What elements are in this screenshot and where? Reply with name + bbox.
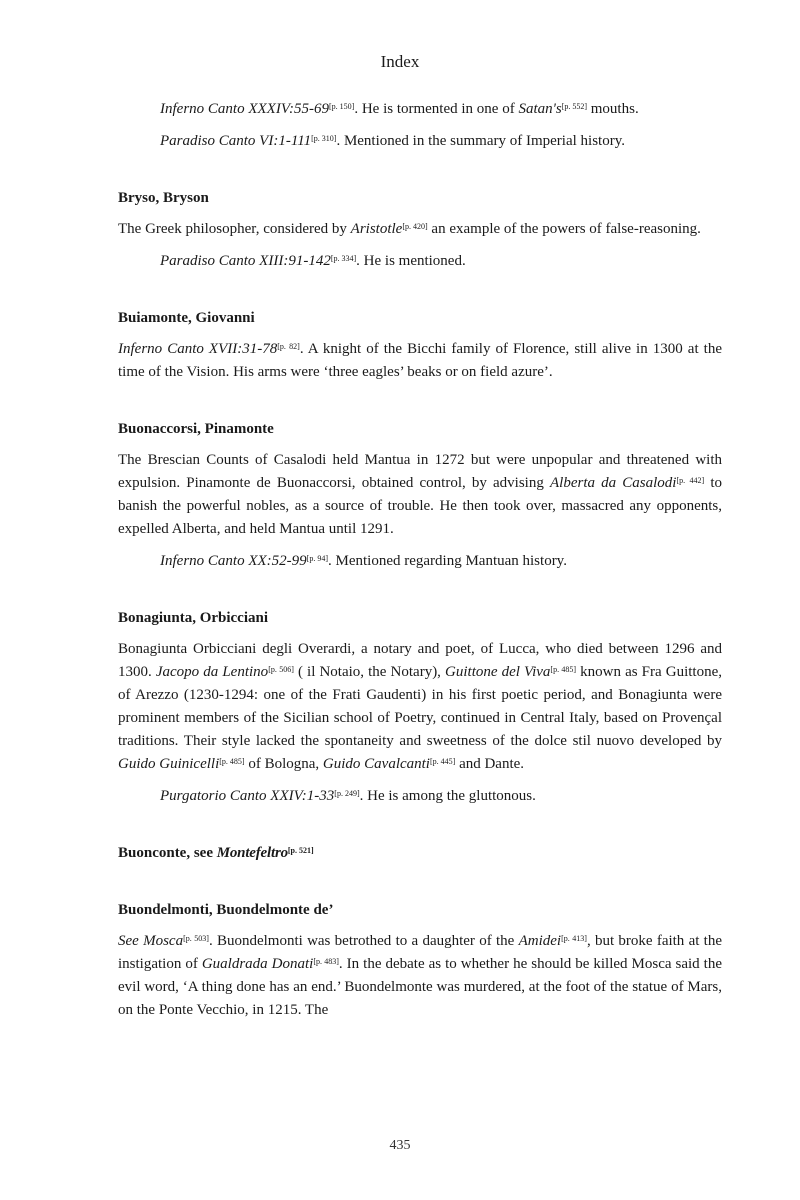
cross-ref-link[interactable]: See Mosca	[118, 933, 184, 949]
index-content	[118, 98, 722, 1031]
canto-link[interactable]: Purgatorio Canto XXIV:1-33	[160, 788, 335, 804]
page-ref[interactable]: [p. 445]	[429, 757, 456, 766]
entry-description: See Mosca[p. 503]. Buondelmonti was betrothed to a daughter of the Amidei[p. 413], but broke faith at the instigation of Gualdrada Donati[p. 483]. In the debate as to whether he should be killed Mosca said the evil word, ‘A thing done has an end.’ Buondelmonte was murdered, at the foot of the statue of Mars, on the Ponte Vecchio, in 1215. The	[118, 933, 723, 1018]
index-entry-buonaccorsi	[118, 418, 722, 573]
cross-ref-link[interactable]: Aristotle	[350, 221, 403, 237]
cross-ref-link[interactable]: Satan's	[518, 101, 562, 117]
page-ref[interactable]: [p. 94]	[306, 554, 328, 563]
entry-heading: Buonconte, see Montefeltro[p. 521]	[118, 845, 314, 861]
entry-heading: Bryso, Bryson	[118, 190, 209, 206]
entry-description: The Greek philosopher, considered by Aristotle[p. 420] an example of the powers of false-reasoning.	[118, 221, 701, 237]
canto-reference: Paradiso Canto XIII:91-142[p. 334]. He is mentioned.	[160, 253, 466, 269]
index-entry-buiamonte	[118, 307, 722, 384]
page-title: Index	[380, 52, 420, 71]
canto-link[interactable]: Paradiso Canto VI:1-111	[160, 133, 312, 149]
continued-entry	[118, 98, 722, 153]
entry-heading: Bonagiunta, Orbicciani	[118, 610, 269, 626]
cross-ref-link[interactable]: Gualdrada Donati	[201, 956, 314, 972]
index-entry-buonconte	[118, 842, 722, 865]
page-ref[interactable]: [p. 413]	[561, 934, 587, 943]
canto-reference: Paradiso Canto VI:1-111[p. 310]. Mentioned in the summary of Imperial history.	[160, 133, 625, 149]
cross-ref-link[interactable]: Jacopo da Lentino	[155, 664, 269, 680]
page-ref[interactable]: [p. 442]	[676, 476, 705, 485]
entry-description: Bonagiunta Orbicciani degli Overardi, a notary and poet, of Lucca, who died between 1296 and 1300. Jacopo da Lentino[p. 506] ( il Notaio, the Notary), Guittone del Viva[p. 485] known as Fra Guittone, of Arezzo (1230-1294: one of the Frati Gaudenti) in his first poetic period, and Bonagiunta were prominent members of the Sicilian school of Poetry, continued in Central Italy, based on Provençal traditions. Their style lacked the spontaneity and sweetness of the dolce stil nuovo developed by Guido Guinicelli[p. 485] of Bologna, Guido Cavalcanti[p. 445] and Dante.	[118, 641, 723, 772]
entry-heading: Buonaccorsi, Pinamonte	[118, 421, 274, 437]
canto-reference: Inferno Canto XXXIV:55-69[p. 150]. He is tormented in one of Satan's[p. 552] mouths.	[160, 101, 639, 117]
cross-ref-link[interactable]: Amidei	[518, 933, 562, 949]
page-ref[interactable]: [p. 506]	[268, 665, 294, 674]
cross-ref-link[interactable]: Alberta da Casalodi	[550, 475, 677, 491]
entry-heading: Buiamonte, Giovanni	[118, 310, 255, 326]
page-ref[interactable]: [p. 334]	[330, 254, 357, 263]
page-ref[interactable]: [p. 310]	[311, 134, 337, 143]
canto-link[interactable]: Inferno Canto XX:52-99	[160, 553, 307, 569]
page-ref[interactable]: [p. 503]	[183, 934, 209, 943]
page-ref[interactable]: [p. 521]	[287, 846, 314, 855]
page-ref[interactable]: [p. 150]	[329, 102, 355, 111]
entry-description: The Brescian Counts of Casalodi held Mantua in 1272 but were unpopular and threatened with expulsion. Pinamonte de Buonaccorsi, obtained control, by advising Alberta da Casalodi[p. 442] to banish the powerful nobles, as a source of trouble. He then took over, massacred any opponents, expelled Alberta, and held Mantua until 1291.	[118, 452, 723, 537]
page-ref[interactable]: [p. 552]	[561, 102, 588, 111]
canto-link[interactable]: Inferno Canto XXXIV:55-69	[160, 101, 329, 117]
page-ref[interactable]: [p. 485]	[550, 665, 577, 674]
canto-link[interactable]: Inferno Canto XVII:31-78	[118, 341, 278, 357]
entry-description: Inferno Canto XVII:31-78[p. 82]. A knight of the Bicchi family of Florence, still alive in 1300 at the time of the Vision. His arms were ‘three eagles’ beaks or on field azure’.	[118, 341, 723, 380]
canto-reference: Inferno Canto XX:52-99[p. 94]. Mentioned regarding Mantuan history.	[160, 553, 567, 569]
page-ref[interactable]: [p. 483]	[313, 957, 339, 966]
see-link-montefeltro[interactable]: Montefeltro	[216, 845, 288, 861]
page-ref[interactable]: [p. 485]	[219, 757, 245, 766]
canto-reference: Purgatorio Canto XXIV:1-33[p. 249]. He is among the gluttonous.	[160, 788, 536, 804]
index-entry-bonagiunta	[118, 607, 722, 808]
page-number: 435	[389, 1138, 411, 1153]
cross-ref-link[interactable]: Guittone del Viva	[445, 664, 551, 680]
page-ref[interactable]: [p. 249]	[334, 789, 360, 798]
index-entry-bryso	[118, 187, 722, 273]
index-entry-buondelmonti	[118, 899, 722, 1022]
canto-link[interactable]: Paradiso Canto XIII:91-142	[160, 253, 331, 269]
page-ref[interactable]: [p. 82]	[277, 342, 300, 351]
cross-ref-link[interactable]: Guido Guinicelli	[118, 756, 220, 772]
page-ref[interactable]: [p. 420]	[402, 222, 428, 231]
entry-heading: Buondelmonti, Buondelmonte de’	[118, 902, 334, 918]
cross-ref-link[interactable]: Guido Cavalcanti	[322, 756, 430, 772]
